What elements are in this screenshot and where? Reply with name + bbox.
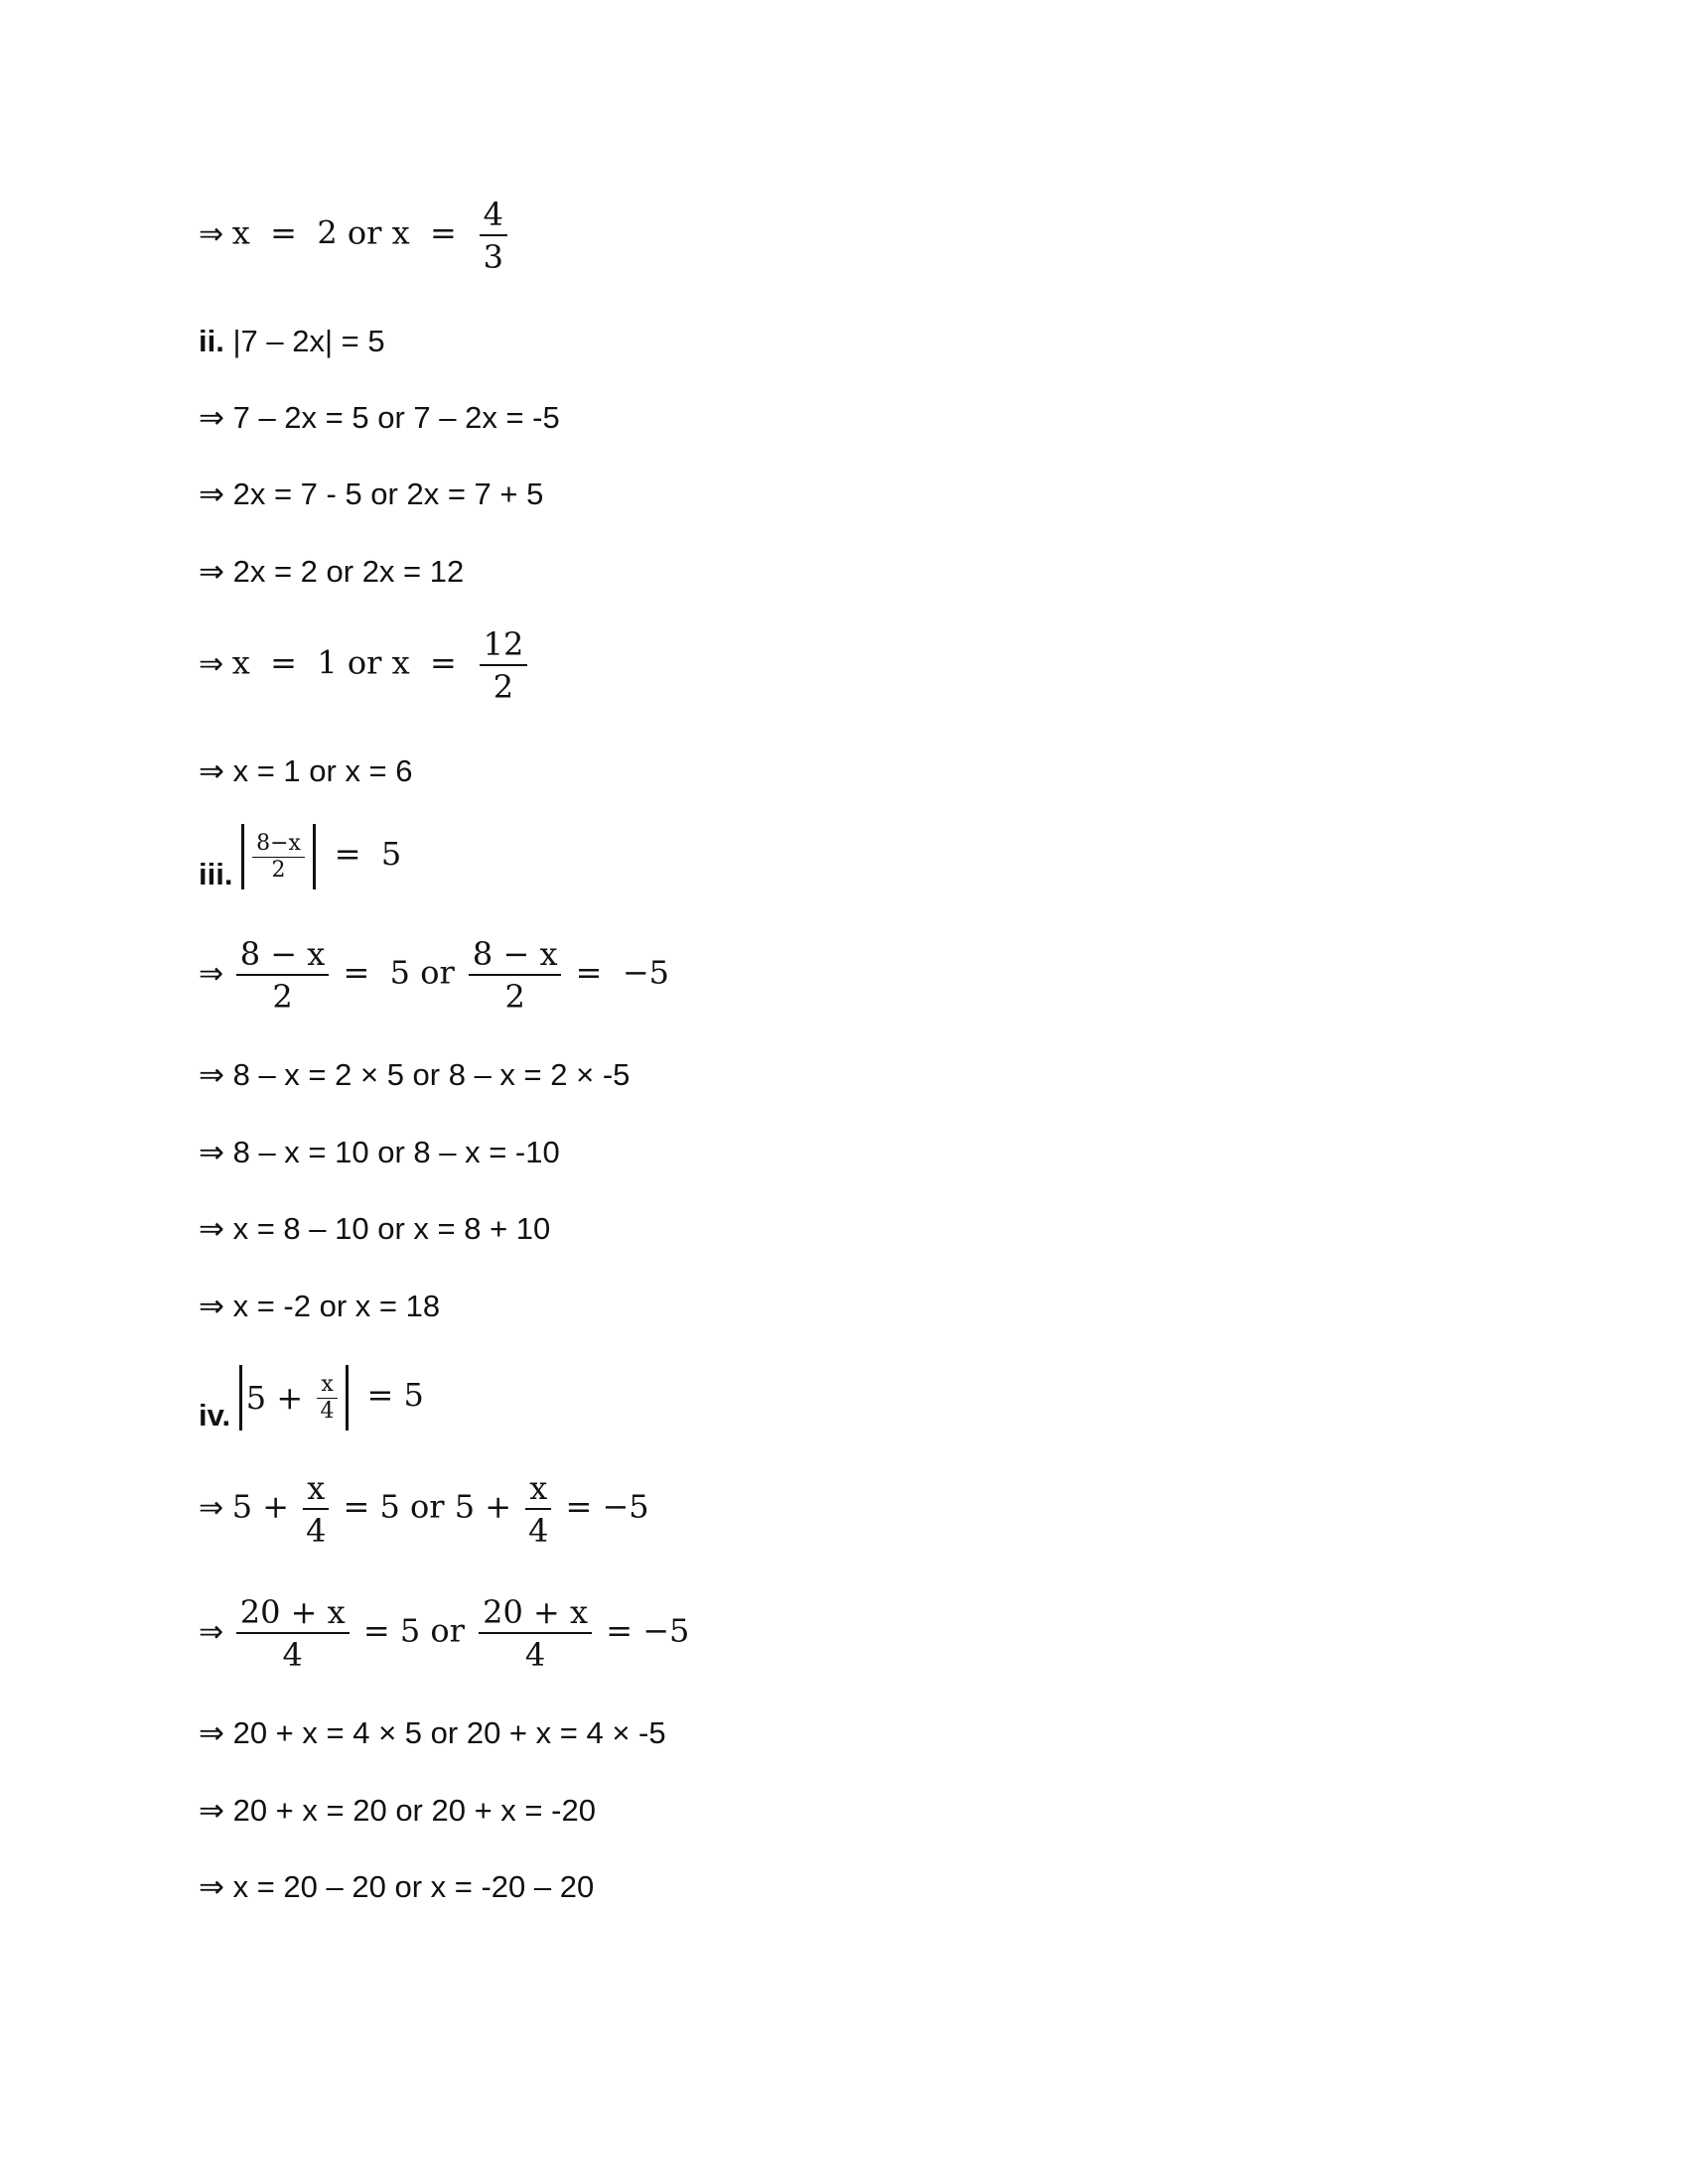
step-line: ⇒ x = 1 or x = 6 — [199, 753, 413, 788]
fraction — [479, 1593, 592, 1674]
fraction-denominator: 2 — [492, 668, 514, 706]
equation-rhs: = −5 — [565, 953, 669, 992]
fraction — [480, 625, 528, 706]
equation-text: = 5 or 5 + — [333, 1487, 522, 1526]
equation-rhs: = 5 — [356, 1376, 424, 1415]
fraction-denominator: 3 — [483, 238, 503, 276]
equation-rhs: = −5 — [555, 1487, 649, 1526]
part-iv-heading — [199, 1365, 424, 1431]
fraction-denominator: 2 — [271, 857, 286, 883]
fraction-numerator: 8 − x — [236, 938, 330, 976]
part-ii-heading — [199, 326, 385, 356]
equation-rhs: = 5 — [324, 835, 402, 874]
fraction-numerator: x — [303, 1472, 329, 1510]
equation-text: = 5 or — [333, 953, 465, 992]
fraction-numerator: 8−x — [252, 833, 305, 858]
fraction — [480, 196, 507, 276]
step-line-fraction-cases — [199, 1469, 649, 1550]
fraction-numerator: 20 + x — [236, 1596, 350, 1634]
fraction-numerator: 4 — [480, 199, 507, 236]
implies-arrow: ⇒ — [199, 646, 224, 682]
fraction-numerator: x — [525, 1472, 551, 1510]
part-label-iii: iii. — [199, 857, 233, 891]
step-line: ⇒ 2x = 7 - 5 or 2x = 7 + 5 — [199, 477, 544, 511]
equation-rhs: = −5 — [596, 1611, 690, 1650]
fraction-denominator: 4 — [282, 1636, 303, 1674]
fraction-denominator: 4 — [528, 1512, 549, 1550]
fraction-numerator: 8 − x — [469, 938, 562, 976]
equation-text: 5 + — [231, 1487, 300, 1526]
equation-text: x = 1 or x = — [231, 643, 467, 682]
step-line: ⇒ 8 – x = 10 or 8 – x = -10 — [199, 1135, 560, 1169]
fraction-denominator: 2 — [272, 978, 293, 1016]
fraction — [303, 1469, 329, 1550]
step-line: ⇒ 7 – 2x = 5 or 7 – 2x = -5 — [199, 400, 560, 435]
fraction — [317, 1371, 337, 1424]
fraction — [236, 935, 330, 1016]
step-line: ⇒ 20 + x = 4 × 5 or 20 + x = 4 × -5 — [199, 1715, 666, 1750]
step-line: ⇒ 2x = 2 or 2x = 12 — [199, 554, 465, 589]
fraction-denominator: 4 — [320, 1398, 335, 1424]
fraction — [252, 830, 305, 883]
equation-text: = 5 or — [352, 1611, 476, 1650]
step-line: ⇒ 8 – x = 2 × 5 or 8 – x = 2 × -5 — [199, 1057, 631, 1092]
implies-arrow: ⇒ — [199, 956, 224, 992]
fraction-denominator: 2 — [504, 978, 525, 1016]
step-line: ⇒ x = -2 or x = 18 — [199, 1289, 441, 1323]
part-ii-equation: |7 – 2x| = 5 — [232, 324, 385, 358]
implies-arrow: ⇒ — [199, 216, 224, 252]
fraction-denominator: 4 — [524, 1636, 546, 1674]
fraction-numerator: x — [317, 1374, 337, 1399]
solution-line-x-equals-1-or-12-over-2 — [199, 625, 531, 706]
part-label-iv: iv. — [199, 1398, 231, 1433]
fraction — [525, 1469, 551, 1550]
fraction-denominator: 4 — [306, 1512, 327, 1550]
fraction-numerator: 20 + x — [479, 1596, 592, 1634]
step-line: ⇒ x = 8 – 10 or x = 8 + 10 — [199, 1211, 551, 1246]
step-line-fraction-cases — [199, 1593, 690, 1674]
equation-text: x = 2 or x = — [231, 213, 467, 252]
solution-line-x-equals-2-or-4-thirds — [199, 196, 511, 276]
implies-arrow: ⇒ — [199, 1614, 224, 1650]
step-line: ⇒ x = 20 – 20 or x = -20 – 20 — [199, 1869, 595, 1904]
step-line-fraction-cases — [199, 935, 669, 1016]
fraction-numerator: 12 — [480, 628, 528, 666]
step-line: ⇒ 20 + x = 20 or 20 + x = -20 — [199, 1793, 596, 1828]
fraction — [236, 1593, 350, 1674]
implies-arrow: ⇒ — [199, 1490, 224, 1526]
part-label-ii: ii. — [199, 324, 224, 358]
fraction — [469, 935, 562, 1016]
part-iii-heading — [199, 824, 401, 889]
equation-text: 5 + — [245, 1379, 314, 1417]
absolute-value — [241, 824, 316, 889]
absolute-value — [239, 1365, 349, 1431]
